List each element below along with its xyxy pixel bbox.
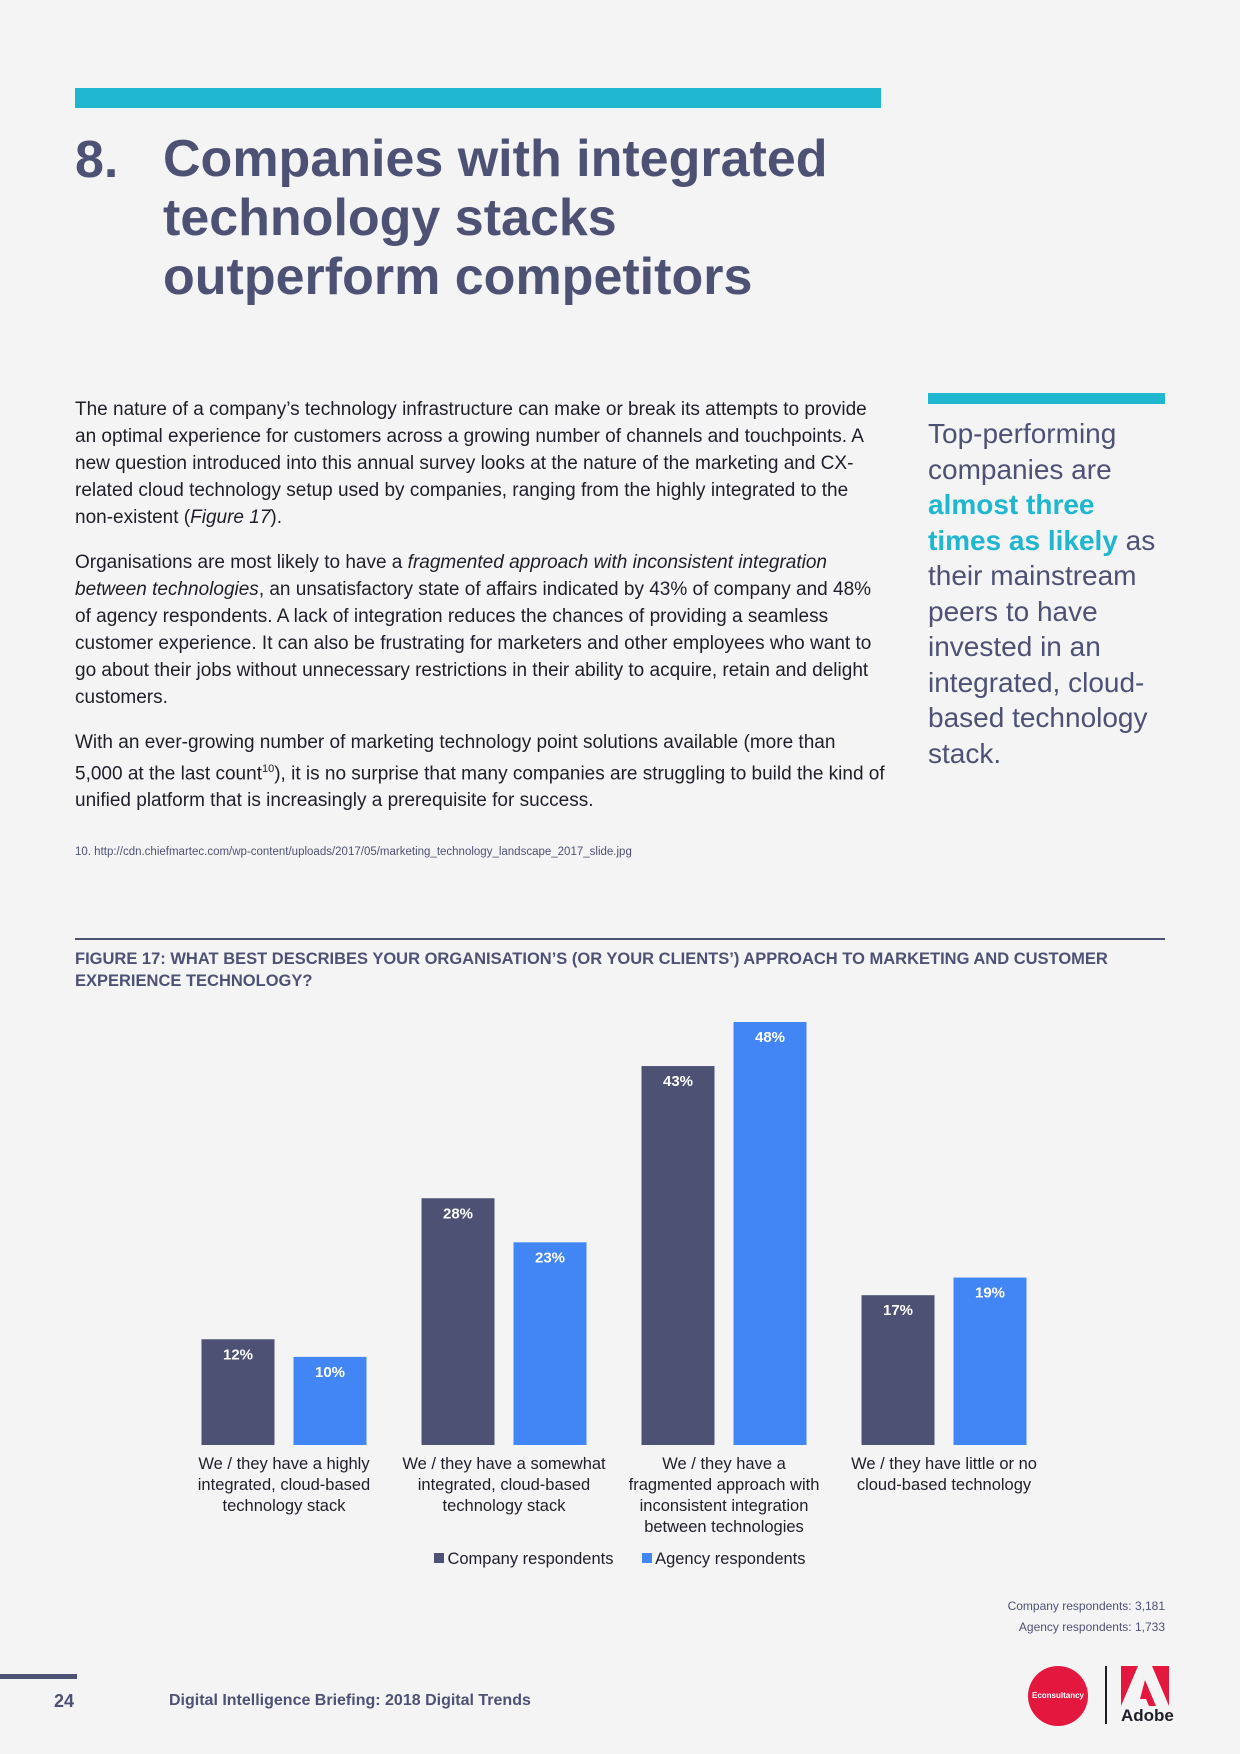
adobe-wordmark: Adobe xyxy=(1121,1706,1174,1725)
p3-text-b: ), it is no surprise that many companies are struggling to build the kind of unified platform that is increasingly a prerequisite for success. xyxy=(75,763,885,812)
figure-reference: Figure 17 xyxy=(190,507,271,528)
agency-sample-size: Agency respondents: 1,733 xyxy=(1018,1620,1165,1634)
page-title: Companies with integrated technology stacks outperform competitors xyxy=(163,130,828,306)
data-label-agency-1: 10% xyxy=(314,1363,346,1381)
p2-text-b: , an unsatisfactory state of affairs indicated by 43% of company and 48% of agency respondents. A lack of integration reduces the chances of providing a seamless customer experience. It can also be frustrating for marketers and other employees who want to go about their jobs without unnecessary restrictions in their ability to acquire, retain and delight customers. xyxy=(75,579,872,708)
category-label-4: We / they have little or no cloud-based technology xyxy=(851,1455,1037,1494)
data-label-agency-3: 48% xyxy=(754,1029,786,1046)
p1-text-a: The nature of a company’s technology infrastructure can make or break its attempts to provide an optimal experience for customers across a growing number of channels and touchpoints. A new question introduced into this annual survey looks at the nature of the marketing and CX-related cloud technology setup used by companies, ranging from the highly integrated to the non-existent ( xyxy=(75,399,867,528)
data-label-agency-2: 23% xyxy=(534,1249,566,1267)
callout-text-a: Top-performing companies are xyxy=(928,418,1117,485)
bar-company-3 xyxy=(642,1066,715,1445)
p3-text-a: With an ever-growing number of marketing technology point solutions available (more than 5,000 at the last count xyxy=(75,732,836,785)
legend-item-agency xyxy=(642,1550,805,1569)
bar-company-2 xyxy=(422,1198,495,1445)
data-label-company-1: 12% xyxy=(222,1346,254,1364)
footnote-marker: 10 xyxy=(261,763,275,775)
legend-swatch-company xyxy=(434,1553,444,1563)
category-label-2: We / they have a somewhat integrated, cloud-based technology stack xyxy=(402,1455,606,1515)
econsultancy-logo-icon: Econsultancy xyxy=(1028,1666,1088,1726)
adobe-logo-icon xyxy=(1121,1666,1169,1706)
callout-highlight: almost three times as likely xyxy=(928,489,1118,556)
company-sample-size: Company respondents: 3,181 xyxy=(1007,1599,1165,1613)
p2-text-a: Organisations are most likely to have a xyxy=(75,552,408,573)
legend-label-agency: Agency respondents xyxy=(655,1550,806,1568)
legend-swatch-agency xyxy=(642,1553,652,1563)
p1-text-b: ). xyxy=(270,507,283,528)
data-label-company-4: 17% xyxy=(882,1302,914,1320)
figure-title: FIGURE 17: WHAT BEST DESCRIBES YOUR ORGANISATION’S (OR YOUR CLIENTS’) APPROACH TO MARKETING AND CUSTOMER EXPERIENCE TECHNOLOGY? xyxy=(75,950,1108,990)
bar-agency-2 xyxy=(514,1242,587,1445)
footer-accent-bar xyxy=(0,1674,77,1679)
logo-divider xyxy=(1105,1666,1107,1724)
legend-label-company: Company respondents xyxy=(447,1550,614,1568)
sample-sizes xyxy=(1008,1596,1165,1638)
data-label-company-3: 43% xyxy=(662,1073,694,1091)
legend-item-company xyxy=(434,1550,613,1569)
p2-emphasis: fragmented approach with inconsistent integration between technologies xyxy=(75,552,827,600)
section-number: 8. xyxy=(75,131,119,189)
page-number: 24 xyxy=(54,1691,75,1711)
category-label-1: We / they have a highly integrated, cloud-based technology stack xyxy=(197,1455,371,1515)
bar-agency-3 xyxy=(734,1022,807,1445)
footnote: 10. http://cdn.chiefmartec.com/wp-content/uploads/2017/05/marketing_technology_landscape_2017_slide.jpg xyxy=(75,846,632,858)
bar-agency-4 xyxy=(954,1278,1027,1445)
data-label-agency-4: 19% xyxy=(974,1284,1006,1302)
data-label-company-2: 28% xyxy=(442,1205,474,1223)
publication-title: Digital Intelligence Briefing: 2018 Digital Trends xyxy=(169,1692,531,1709)
callout-text-b: as their mainstream peers to have invested in an integrated, cloud-based technology stack. xyxy=(928,524,1156,769)
chart-legend xyxy=(0,1550,1240,1569)
category-label-3: We / they have a fragmented approach with inconsistent integration between technologies xyxy=(628,1455,820,1536)
